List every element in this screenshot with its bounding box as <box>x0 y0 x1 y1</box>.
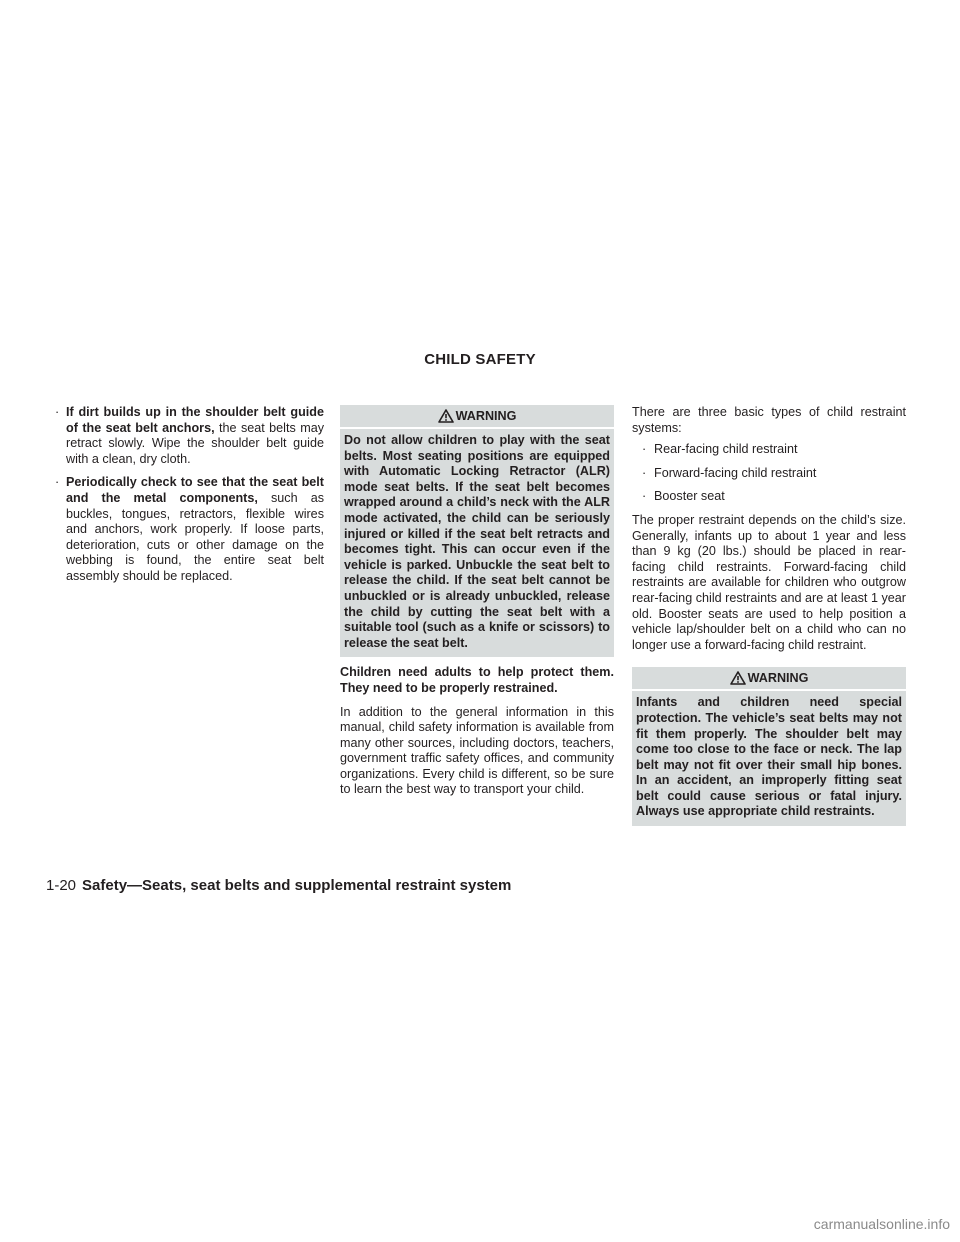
section-title: CHILD SAFETY <box>424 351 536 368</box>
warning-triangle-icon <box>438 409 456 423</box>
warning-header <box>340 405 614 429</box>
bullet-dot: · <box>55 405 60 419</box>
footer-section-title: Safety—Seats, seat belts and supplemental restraint system <box>82 877 512 894</box>
column-3 <box>632 405 906 826</box>
bullet-dot: · <box>642 442 647 457</box>
warning-text: Do not allow children to play with the seat belts. Most seating positions are equipped with Automatic Locking Retractor (ALR) mode seat belts. If the seat belt becomes wrapped around a child’s neck with the ALR mode activated, the child can be seriously injured or killed if the seat belt retracts and becomes tight. This can occur even if the vehicle is parked. Unbuckle the seat belt to release the child. If the seat belt cannot be unbuckled or is already unbuckled, release the child by cutting the seat belt with a suitable tool (such as a knife or scissors) to release the seat belt. <box>344 433 610 650</box>
bullet-dot: · <box>642 489 647 504</box>
warning-label: WARNING <box>747 671 809 686</box>
column-1 <box>50 405 324 593</box>
page-number: 1-20 <box>46 877 77 894</box>
bullet-dot: · <box>55 475 60 490</box>
page-footer <box>46 877 511 894</box>
warning-box <box>340 405 614 657</box>
list-item-text: Rear-facing child restraint <box>654 442 798 457</box>
paragraph: In addition to the general information in this manual, child safety information is available from many other sources, including doctors, teachers, government traffic safety offices, and community organizations. Every child is different, so be sure to learn the best way to transport your child. <box>340 704 614 797</box>
column-2 <box>340 405 614 806</box>
warning-box <box>632 667 906 826</box>
list-item-text: Booster seat <box>654 489 725 504</box>
bold-paragraph: Children need adults to help protect them. They need to be properly restrained. <box>340 665 614 695</box>
list-item <box>632 489 906 505</box>
warning-header <box>632 667 906 691</box>
bullet-bold-text: Periodically check to see that the seat belt and the metal components, <box>66 475 324 505</box>
bullet-item <box>50 475 324 584</box>
bullet-bold-text: If dirt builds up in the shoulder belt guide of the seat belt anchors, <box>66 405 324 435</box>
bullet-item <box>50 405 324 467</box>
intro-paragraph: There are three basic types of child restraint systems: <box>632 405 906 435</box>
warning-label: WARNING <box>455 409 517 423</box>
restraint-type-list <box>632 442 906 505</box>
warning-triangle-icon <box>730 671 748 685</box>
bullet-dot: · <box>642 465 647 480</box>
list-item-text: Forward-facing child restraint <box>654 465 817 480</box>
paragraph: The proper restraint depends on the child’s size. Generally, infants up to about 1 year and less than 9 kg (20 lbs.) should be placed in rear-facing child restraints. Forward-facing child restraints are available for children who outgrow rear-facing child restraints and are at least 1 year old. Booster seats are used to help position a vehicle lap/shoulder belt on a child who can no longer use a forward-facing child restraint. <box>632 512 906 652</box>
warning-text: Infants and children need special protection. The vehicle’s seat belts may not fit them properly. The shoulder belt may come too close to the face or neck. The lap belt may not fit over their small hip bones. In an accident, an improperly fitting seat belt could cause serious or fatal injury. Always use appropriate child restraints. <box>636 695 902 819</box>
bullet-text: such as buckles, tongues, retractors, flexible wires and anchors, work properly. If loose parts, deterioration, cuts or other damage on the webbing is found, the entire seat belt assembly should be replaced. <box>66 490 324 583</box>
list-item <box>632 466 906 482</box>
list-item <box>632 442 906 458</box>
watermark: carmanualsonline.info <box>813 1216 950 1232</box>
bullet-text: the seat belts may retract slowly. Wipe the shoulder belt guide with a clean, dry cloth. <box>66 420 324 466</box>
